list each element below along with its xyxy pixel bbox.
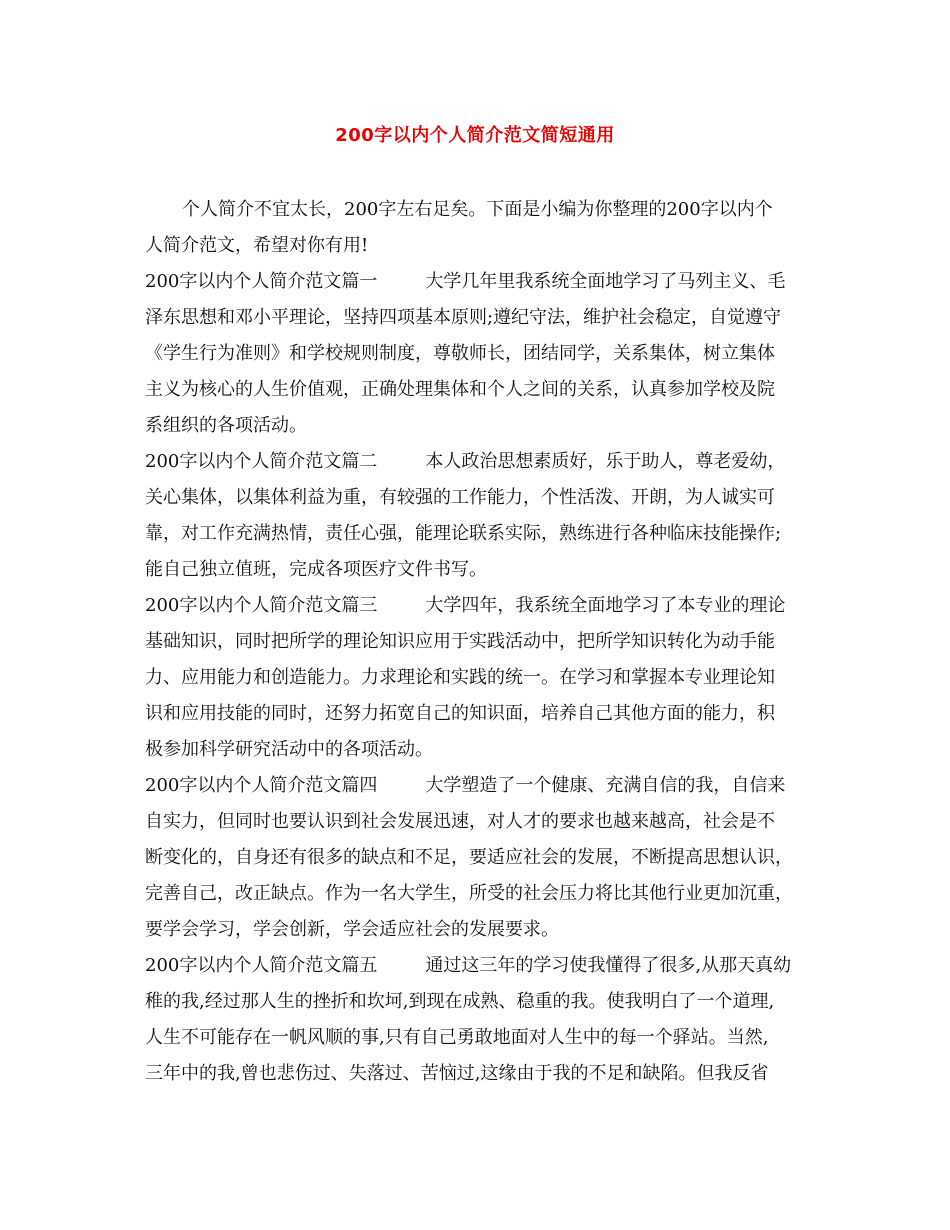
paragraph-line: 人简介范文，希望对你有用! [145, 235, 369, 256]
paragraph-line: 稚的我,经过那人生的挫折和坎坷,到现在成熟、稳重的我。使我明白了一个道理, [145, 991, 775, 1012]
paragraph-line: 个人简介不宜太长，200字左右足矣。下面是小编为你整理的200字以内个 [182, 199, 773, 220]
paragraph-line: 完善自己，改正缺点。作为一名大学生，所受的社会压力将比其他行业更加沉重， [145, 883, 793, 904]
paragraph-line: 系组织的各项活动。 [145, 415, 307, 436]
paragraph-line: 泽东思想和邓小平理论，坚持四项基本原则;遵纪守法，维护社会稳定，自觉遵守 [145, 307, 782, 328]
paragraph-line: 识和应用技能的同时，还努力拓宽自己的知识面，培养自己其他方面的能力，积 [145, 703, 775, 724]
paragraph-line: 能自己独立值班，完成各项医疗文件书写。 [145, 559, 487, 580]
section-heading: 200字以内个人简介范文篇一 [145, 271, 378, 292]
section-heading: 200字以内个人简介范文篇四 [145, 775, 378, 796]
section-heading-line: 200字以内个人简介范文篇四 大学塑造了一个健康、充满自信的我，自信来 [145, 775, 786, 796]
section-heading-line: 200字以内个人简介范文篇三 大学四年，我系统全面地学习了本专业的理论 [145, 595, 786, 616]
paragraph-line: 靠，对工作充满热情，责任心强，能理论联系实际，熟练进行各种临床技能操作; [145, 523, 782, 544]
section-heading: 200字以内个人简介范文篇二 [145, 451, 378, 472]
paragraph-line: 断变化的，自身还有很多的缺点和不足，要适应社会的发展，不断提高思想认识， [145, 847, 793, 868]
section-heading-line: 200字以内个人简介范文篇二 本人政治思想素质好，乐于助人，尊老爱幼， [145, 451, 786, 472]
paragraph-line: 主义为核心的人生价值观，正确处理集体和个人之间的关系，认真参加学校及院 [145, 379, 775, 400]
document-body [145, 192, 813, 1092]
section-heading: 200字以内个人简介范文篇三 [145, 595, 378, 616]
paragraph-line: 《学生行为准则》和学校规则制度，尊敬师长，团结同学，关系集体，树立集体 [145, 343, 775, 364]
paragraph-line: 三年中的我,曾也悲伤过、失落过、苦恼过,这缘由于我的不足和缺陷。但我反省 [145, 1063, 769, 1084]
paragraph-line: 极参加科学研究活动中的各项活动。 [145, 739, 433, 760]
paragraph-line: 力、应用能力和创造能力。力求理论和实践的统一。在学习和掌握本专业理论知 [145, 667, 775, 688]
paragraph-line: 自实力，但同时也要认识到社会发展迅速，对人才的要求也越来越高，社会是不 [145, 811, 775, 832]
document-title: 200字以内个人简介范文简短通用 [335, 125, 615, 146]
paragraph-line: 关心集体，以集体利益为重，有较强的工作能力，个性活泼、开朗，为人诚实可 [145, 487, 775, 508]
paragraph-line: 基础知识，同时把所学的理论知识应用于实践活动中，把所学知识转化为动手能 [145, 631, 775, 652]
paragraph-line: 人生不可能存在一帆风顺的事,只有自己勇敢地面对人生中的每一个驿站。当然, [145, 1027, 769, 1048]
section-heading-line: 200字以内个人简介范文篇五 通过这三年的学习使我懂得了很多,从那天真幼 [145, 955, 792, 976]
section-heading-line: 200字以内个人简介范文篇一 大学几年里我系统全面地学习了马列主义、毛 [145, 271, 786, 292]
section-heading: 200字以内个人简介范文篇五 [145, 955, 378, 976]
paragraph-line: 要学会学习，学会创新，学会适应社会的发展要求。 [145, 919, 559, 940]
